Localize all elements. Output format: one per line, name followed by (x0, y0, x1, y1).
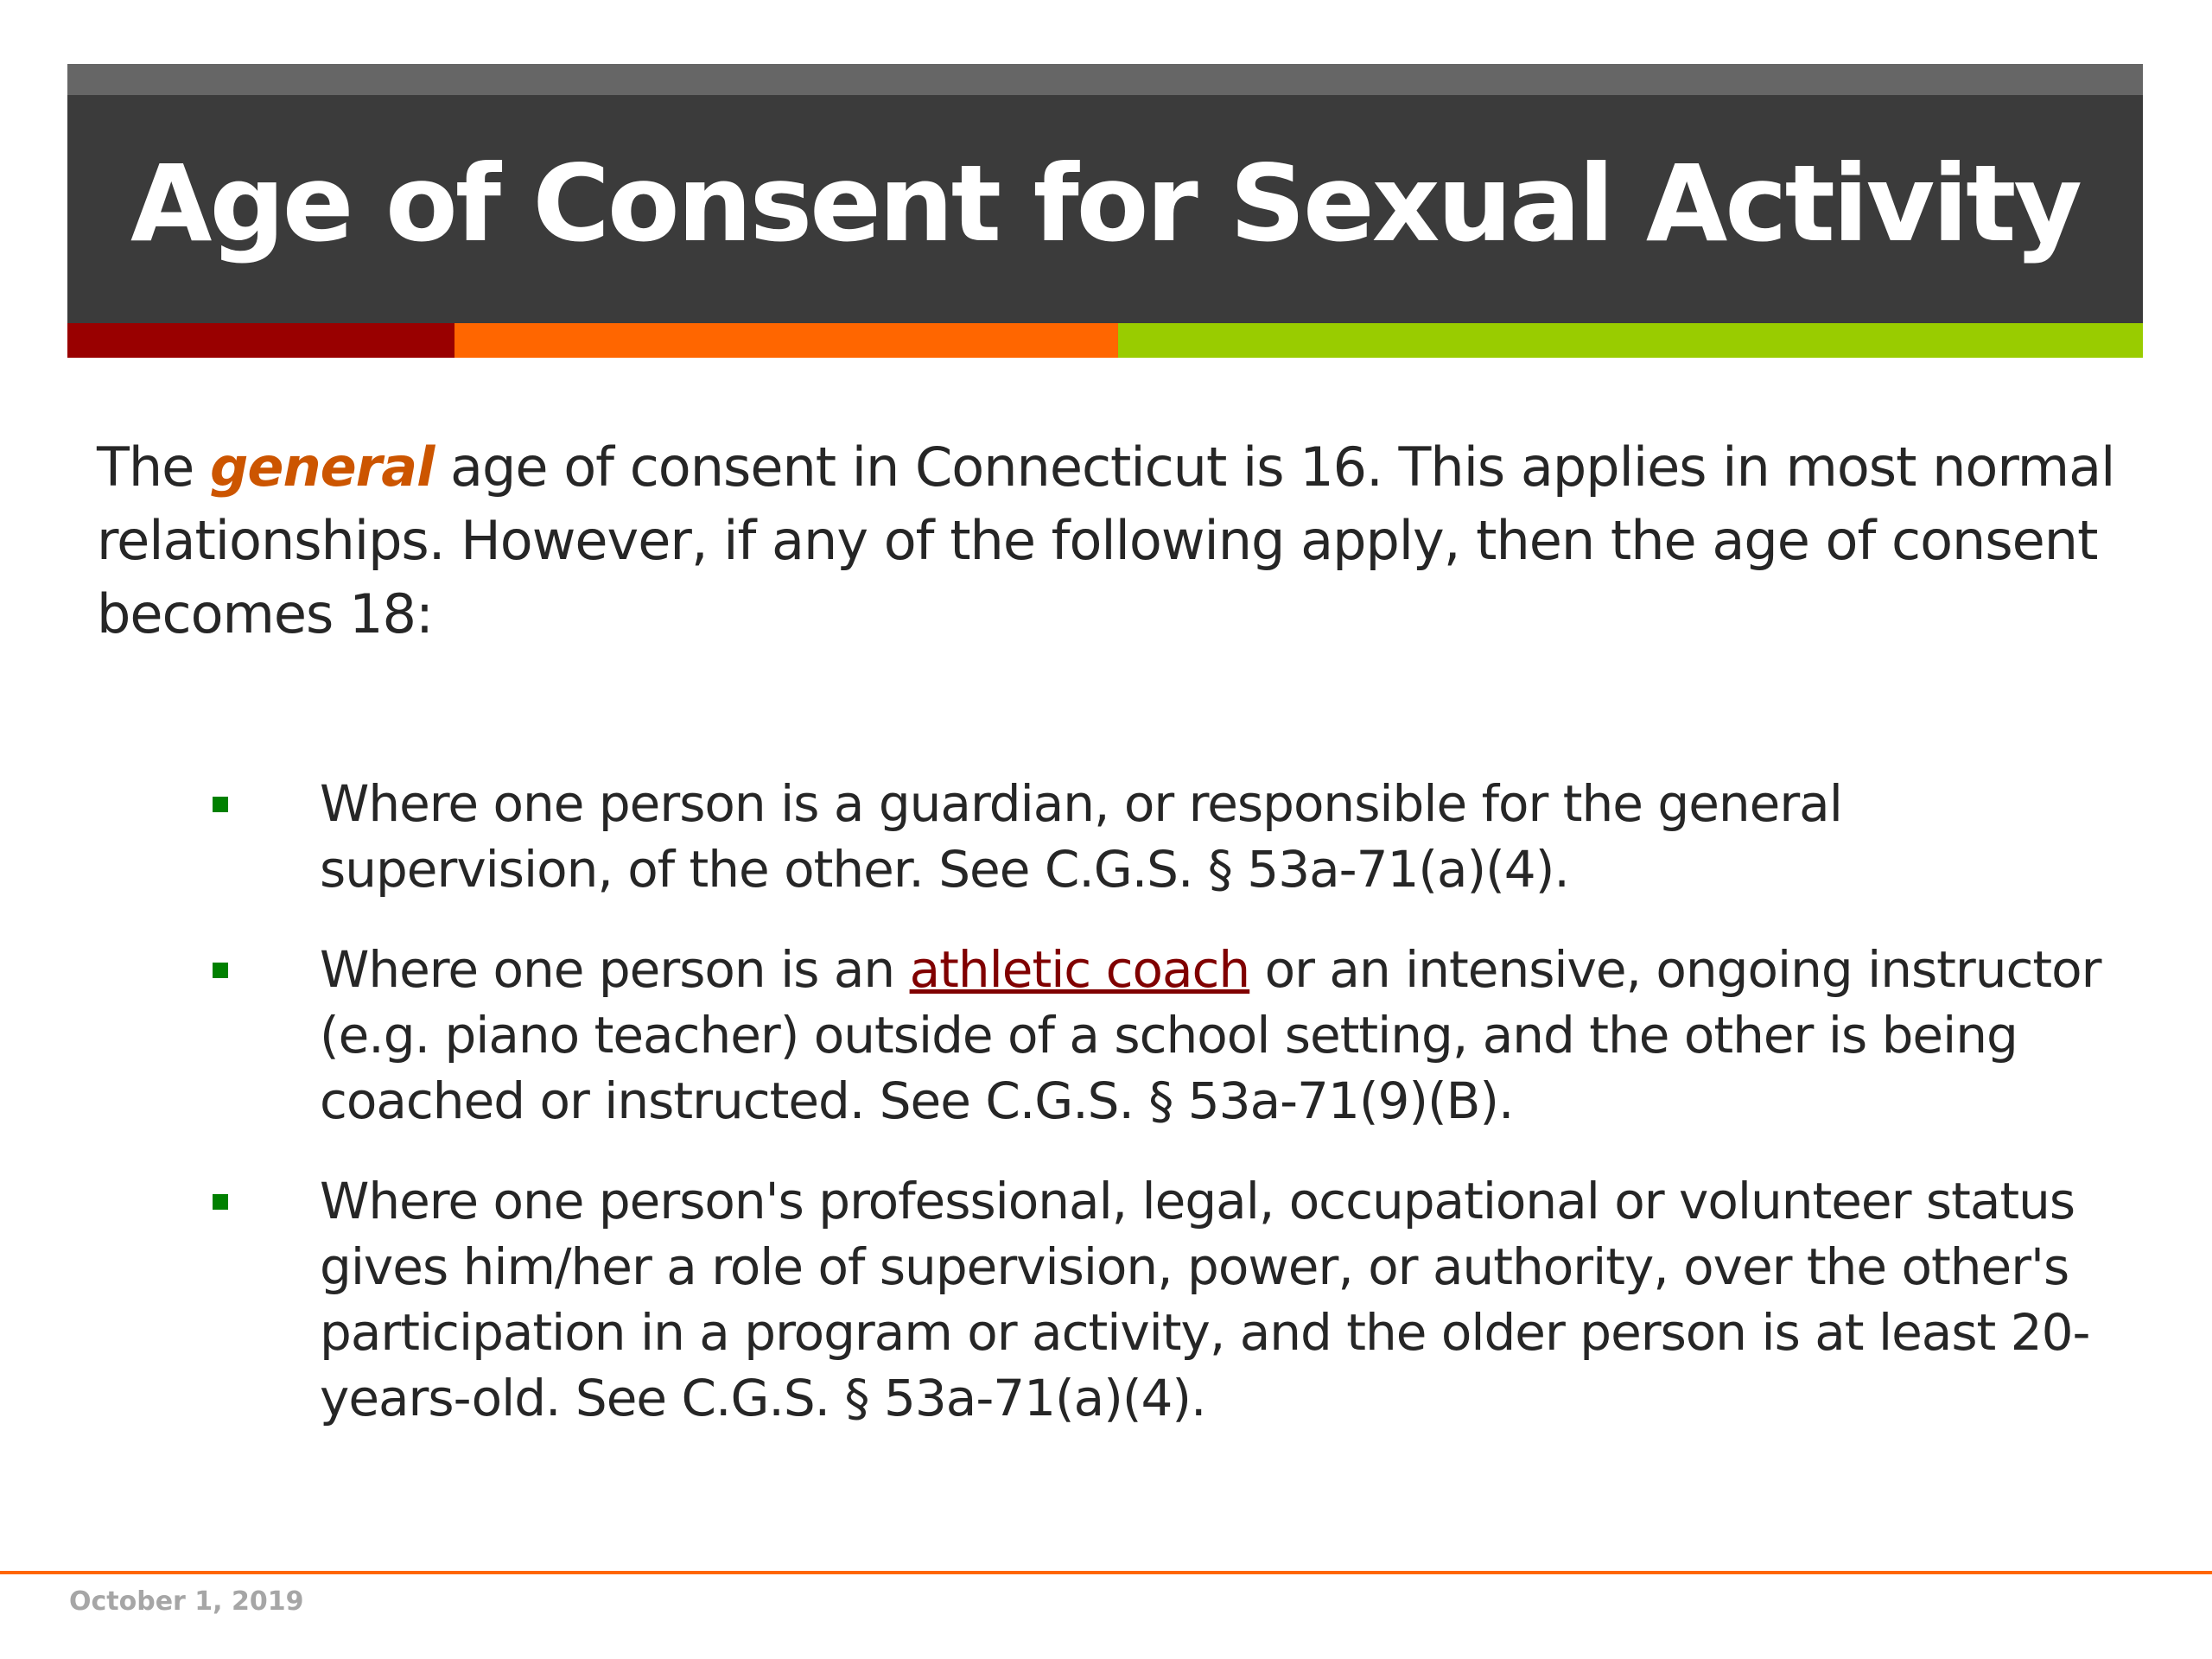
intro-emphasis: general (210, 435, 435, 499)
bullet-text-before: Where one person is an (320, 940, 910, 999)
square-bullet-icon (213, 797, 228, 812)
bullet-list (0, 771, 2212, 1465)
slide-title: Age of Consent for Sexual Activity (130, 143, 2080, 265)
bullet-item-guardian (0, 771, 2212, 902)
bullet-text (320, 937, 2126, 1134)
bullet-text: Where one person is a guardian, or responsible for the general supervision, of the other. See C.G.S. § 53a-71(a)(4). (320, 774, 1842, 899)
accent-stripe-green (1118, 323, 2143, 358)
bullet-text: Where one person's professional, legal, occupational or volunteer status gives him/her a role of supervision, power, or authority, over the other's participation in a program or activity, and the older person is at least 20-years-old. See C.G.S. § 53a-71(a)(4). (320, 1172, 2090, 1427)
athletic-coach-link[interactable]: athletic coach (909, 940, 1250, 999)
square-bullet-icon (213, 1194, 228, 1210)
footer-date: October 1, 2019 (69, 1586, 304, 1617)
accent-stripe-orange (454, 323, 1118, 358)
bullet-item-authority (0, 1168, 2212, 1431)
intro-text-after: age of consent in Connecticut is 16. This applies in most normal relationships. However, if any of the following apply, then the age of consent becomes 18: (97, 435, 2115, 645)
square-bullet-icon (213, 963, 228, 978)
intro-text-before: The (97, 435, 211, 499)
title-bar (67, 64, 2143, 323)
intro-paragraph (97, 430, 2153, 651)
bullet-item-coach (0, 937, 2212, 1134)
accent-stripe-red (67, 323, 454, 358)
footer-divider (0, 1571, 2212, 1574)
bullet-text-after: or an intensive, ongoing instructor (e.g. piano teacher) outside of a school setting, and the other is being coached or instructed. See C.G.S. § 53a-71(9)(B). (320, 940, 2101, 1130)
